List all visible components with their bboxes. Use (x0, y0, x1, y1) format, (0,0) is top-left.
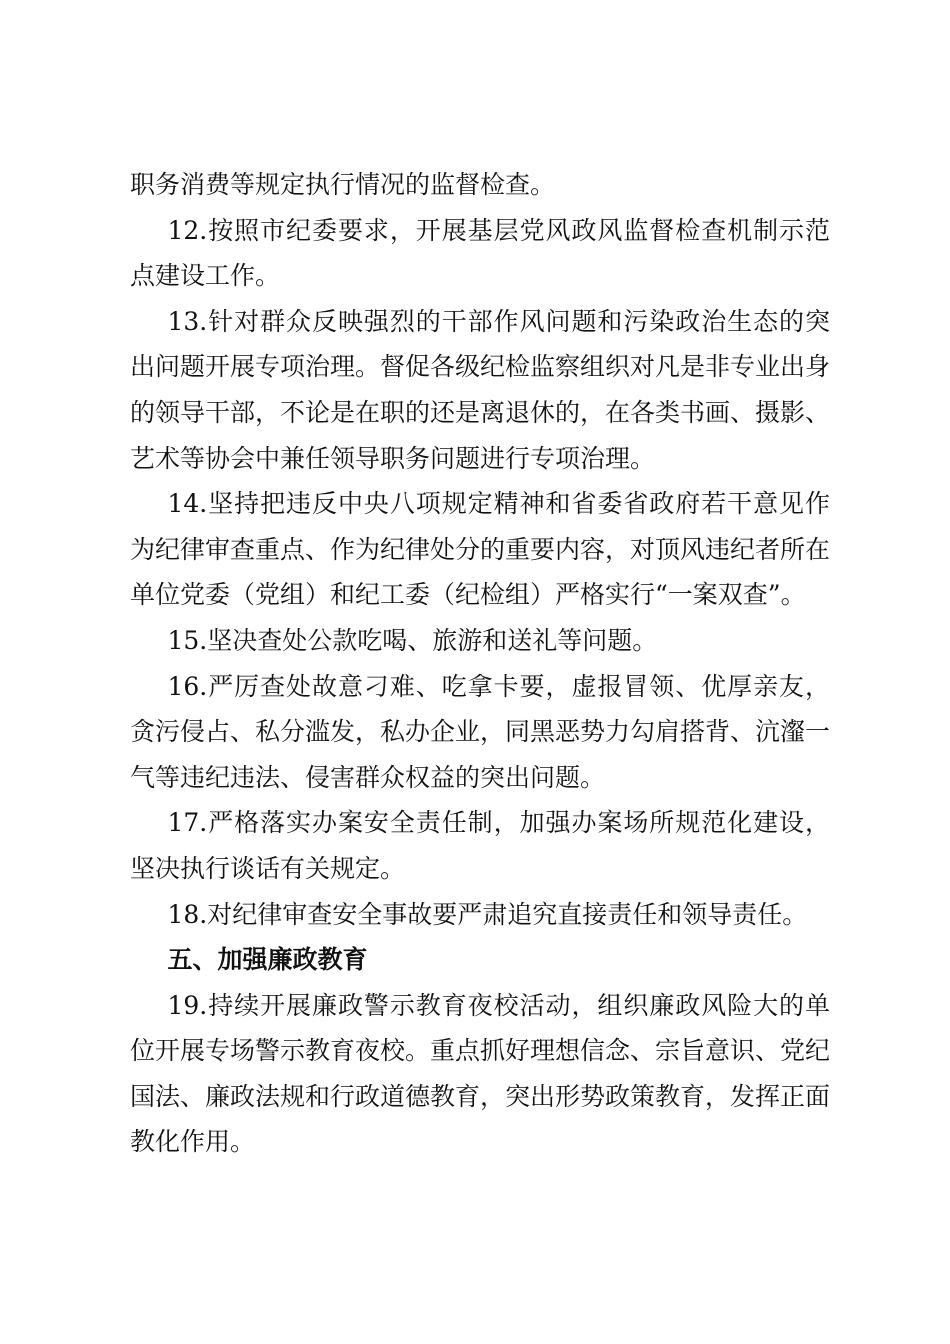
paragraph-15: 15.坚决查处公款吃喝、旅游和送礼等问题。 (167, 625, 658, 655)
paragraph-12: 12.按照市纪委要求，开展基层党风政风监督检查机制示范点建设工作。 (130, 215, 830, 291)
paragraph-16: 16.严厉查处故意刁难、吃拿卡要，虚报冒领、优厚亲友，贪污侵占、私分滥发，私办企业，同黑恶势力勾肩搭背、沆瀣一气等违纪违法、侵害群众权益的突出问题。 (130, 671, 831, 792)
paragraph-13: 13.针对群众反映强烈的干部作风问题和污染政治生态的突出问题开展专项治理。督促各级纪检监察组织对凡是非专业出身的领导干部，不论是在职的还是离退休的，在各类书画、摄影、艺术等协会中兼任领导职务问题进行专项治理。 (130, 306, 831, 473)
paragraph-19: 19.持续开展廉政警示教育夜校活动，组织廉政风险大的单位开展专场警示教育夜校。重点抓好理想信念、宗旨意识、党纪国法、廉政法规和行政道德教育，突出形势政策教育，发挥正面教化作用。 (130, 990, 831, 1157)
section-heading: 五、加强廉政教育 (167, 945, 368, 975)
paragraph-17: 17.严格落实办案安全责任制，加强办案场所规范化建设，坚决执行谈话有关规定。 (130, 808, 830, 883)
paragraph-14: 14.坚持把违反中央八项规定精神和省委省政府若干意见作为纪律审查重点、作为纪律处分的重要内容，对顶风违纪者所在单位党委（党组）和纪工委（纪检组）严格实行“一案双查”。 (130, 489, 831, 610)
paragraph-11-continuation: 职务消费等规定执行情况的监督检查。 (130, 170, 556, 199)
document-page (130, 162, 830, 1165)
paragraph-18: 18.对纪律审查安全事故要严肃追究直接责任和领导责任。 (167, 899, 808, 929)
